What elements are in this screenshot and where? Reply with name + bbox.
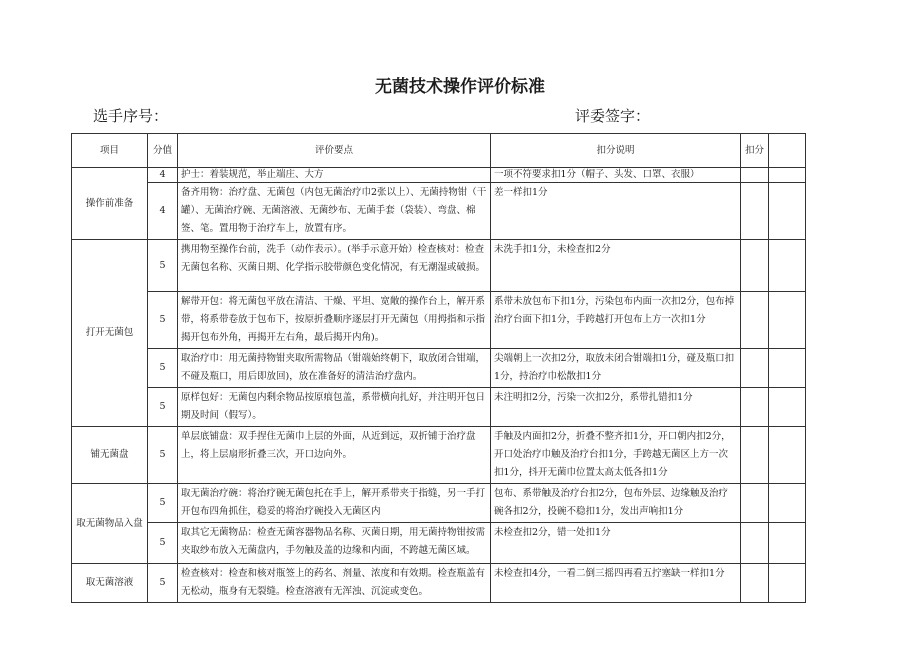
deduct-desc-cell: 系带未放包布下扣1分，污染包布内面一次扣2分，包布掉治疗台面下扣1分，手跨越打开包布上方一次扣1分 xyxy=(491,292,741,349)
score-cell: 5 xyxy=(148,240,178,292)
score-cell: 5 xyxy=(148,564,178,603)
deduct-desc-cell: 包布、系带触及治疗台扣2分，包布外层、边缘触及治疗碗各扣2分，投碗不稳扣1分，发出声响扣1分 xyxy=(491,484,741,523)
points-cell: 解带开包：将无菌包平放在清洁、干燥、平坦、宽敞的操作台上，解开系带，将系带卷放于包布下，按原折叠顺序逐层打开无菌包（用拇指和示指揭开包布外角，再揭开左右角，最后揭开内角)。 xyxy=(178,292,491,349)
deduct-cell xyxy=(741,523,769,564)
deduct-cell xyxy=(741,484,769,523)
score-cell: 5 xyxy=(148,292,178,349)
deduct-desc-cell: 未检查扣4分，一看二倒三摇四再看五拧塞缺一样扣1分 xyxy=(491,564,741,603)
table-row xyxy=(72,240,806,292)
deduct-cell xyxy=(741,183,769,240)
points-cell: 取无菌治疗碗：将治疗碗无菌包托在手上，解开系带夹于指缝，另一手打开包布四角抓住，稳妥的将治疗碗投入无菌区内 xyxy=(178,484,491,523)
points-cell: 取其它无菌物品：检查无菌容器物品名称、灭菌日期，用无菌持物钳按需夹取纱布放入无菌盘内，手勿触及盖的边缘和内面，不跨越无菌区域。 xyxy=(178,523,491,564)
score-cell: 5 xyxy=(148,523,178,564)
blank-cell xyxy=(769,484,806,523)
evaluation-table xyxy=(71,133,806,603)
deduct-cell xyxy=(741,564,769,603)
points-cell: 护士：着装规范，举止端庄、大方 xyxy=(178,168,491,183)
deduct-cell xyxy=(741,168,769,183)
blank-cell xyxy=(769,240,806,292)
score-cell: 4 xyxy=(148,168,178,183)
table-row xyxy=(72,564,806,603)
points-cell: 单层底铺盘：双手捏住无菌巾上层的外面，从近到远，双折铺于治疗盘上，将上层扇形折叠三次，开口边向外。 xyxy=(178,427,491,484)
blank-cell xyxy=(769,388,806,427)
table-row xyxy=(72,349,806,388)
score-cell: 5 xyxy=(148,349,178,388)
deduct-desc-cell: 尖端朝上一次扣2分，取放未闭合钳端扣1分，碰及瓶口扣1分，持治疗巾松散扣1分 xyxy=(491,349,741,388)
header-points: 评价要点 xyxy=(178,134,491,168)
table-row xyxy=(72,484,806,523)
header-deduct-desc: 扣分说明 xyxy=(491,134,741,168)
item-cell: 取无菌物品入盘 xyxy=(72,484,148,564)
header-deduct: 扣分 xyxy=(741,134,769,168)
blank-cell xyxy=(769,292,806,349)
contestant-number-label: 选手序号： xyxy=(93,107,169,125)
blank-cell xyxy=(769,427,806,484)
deduct-desc-cell: 未检查扣2分，错一处扣1分 xyxy=(491,523,741,564)
deduct-desc-cell: 一项不符要求扣1分（帽子、头发、口罩、衣服） xyxy=(491,168,741,183)
points-cell: 备齐用物：治疗盘、无菌包（内包无菌治疗巾2张以上）、无菌持物钳（干罐）、无菌治疗碗、无菌溶液、无菌纱布、无菌手套（袋装）、弯盘、棉签、笔。置用物于治疗车上，放置有序。 xyxy=(178,183,491,240)
blank-cell xyxy=(769,523,806,564)
judge-signature-label: 评委签字： xyxy=(575,107,651,125)
blank-cell xyxy=(769,564,806,603)
points-cell: 检查核对：检查和核对瓶签上的药名、剂量、浓度和有效期。检查瓶盖有无松动，瓶身有无裂缝。检查溶液有无浑浊、沉淀或变色。 xyxy=(178,564,491,603)
blank-cell xyxy=(769,183,806,240)
score-cell: 5 xyxy=(148,427,178,484)
points-cell: 携用物至操作台前，洗手（动作表示）。(举手示意开始）检查核对：检查无菌包名称、灭菌日期、化学指示胶带颜色变化情况，有无潮湿或破损。 xyxy=(178,240,491,292)
table-row xyxy=(72,292,806,349)
table-row xyxy=(72,427,806,484)
score-cell: 5 xyxy=(148,388,178,427)
deduct-desc-cell: 差一样扣1分 xyxy=(491,183,741,240)
points-cell: 原样包好：无菌包内剩余物品按原痕包盖，系带横向扎好，并注明开包日期及时间（假写）。 xyxy=(178,388,491,427)
points-cell: 取治疗巾：用无菌持物钳夹取所需物品（钳端始终朝下，取放闭合钳端，不碰及瓶口，用后即放回)，放在准备好的清洁治疗盘内。 xyxy=(178,349,491,388)
table-row xyxy=(72,183,806,240)
table-row xyxy=(72,388,806,427)
score-cell: 5 xyxy=(148,484,178,523)
deduct-desc-cell: 手触及内面扣2分，折叠不整齐扣1分，开口朝内扣2分，开口处治疗巾触及治疗台扣1分，手跨越无菌区上方一次扣1分，抖开无菌巾位置太高太低各扣1分 xyxy=(491,427,741,484)
deduct-cell xyxy=(741,240,769,292)
blank-cell xyxy=(769,168,806,183)
table-row xyxy=(72,523,806,564)
deduct-cell xyxy=(741,388,769,427)
blank-cell xyxy=(769,349,806,388)
deduct-desc-cell: 未注明扣2分，污染一次扣2分，系带扎错扣1分 xyxy=(491,388,741,427)
deduct-desc-cell: 未洗手扣1分，未检查扣2分 xyxy=(491,240,741,292)
table-header-row xyxy=(72,134,806,168)
score-cell: 4 xyxy=(148,183,178,240)
document-title: 无菌技术操作评价标准 xyxy=(375,77,545,97)
table-row xyxy=(72,168,806,183)
item-cell: 铺无菌盘 xyxy=(72,427,148,484)
deduct-cell xyxy=(741,349,769,388)
header-item: 项目 xyxy=(72,134,148,168)
item-cell: 取无菌溶液 xyxy=(72,564,148,603)
header-score: 分值 xyxy=(148,134,178,168)
item-cell: 打开无菌包 xyxy=(72,240,148,427)
header-blank xyxy=(769,134,806,168)
deduct-cell xyxy=(741,427,769,484)
item-cell: 操作前准备 xyxy=(72,168,148,240)
deduct-cell xyxy=(741,292,769,349)
